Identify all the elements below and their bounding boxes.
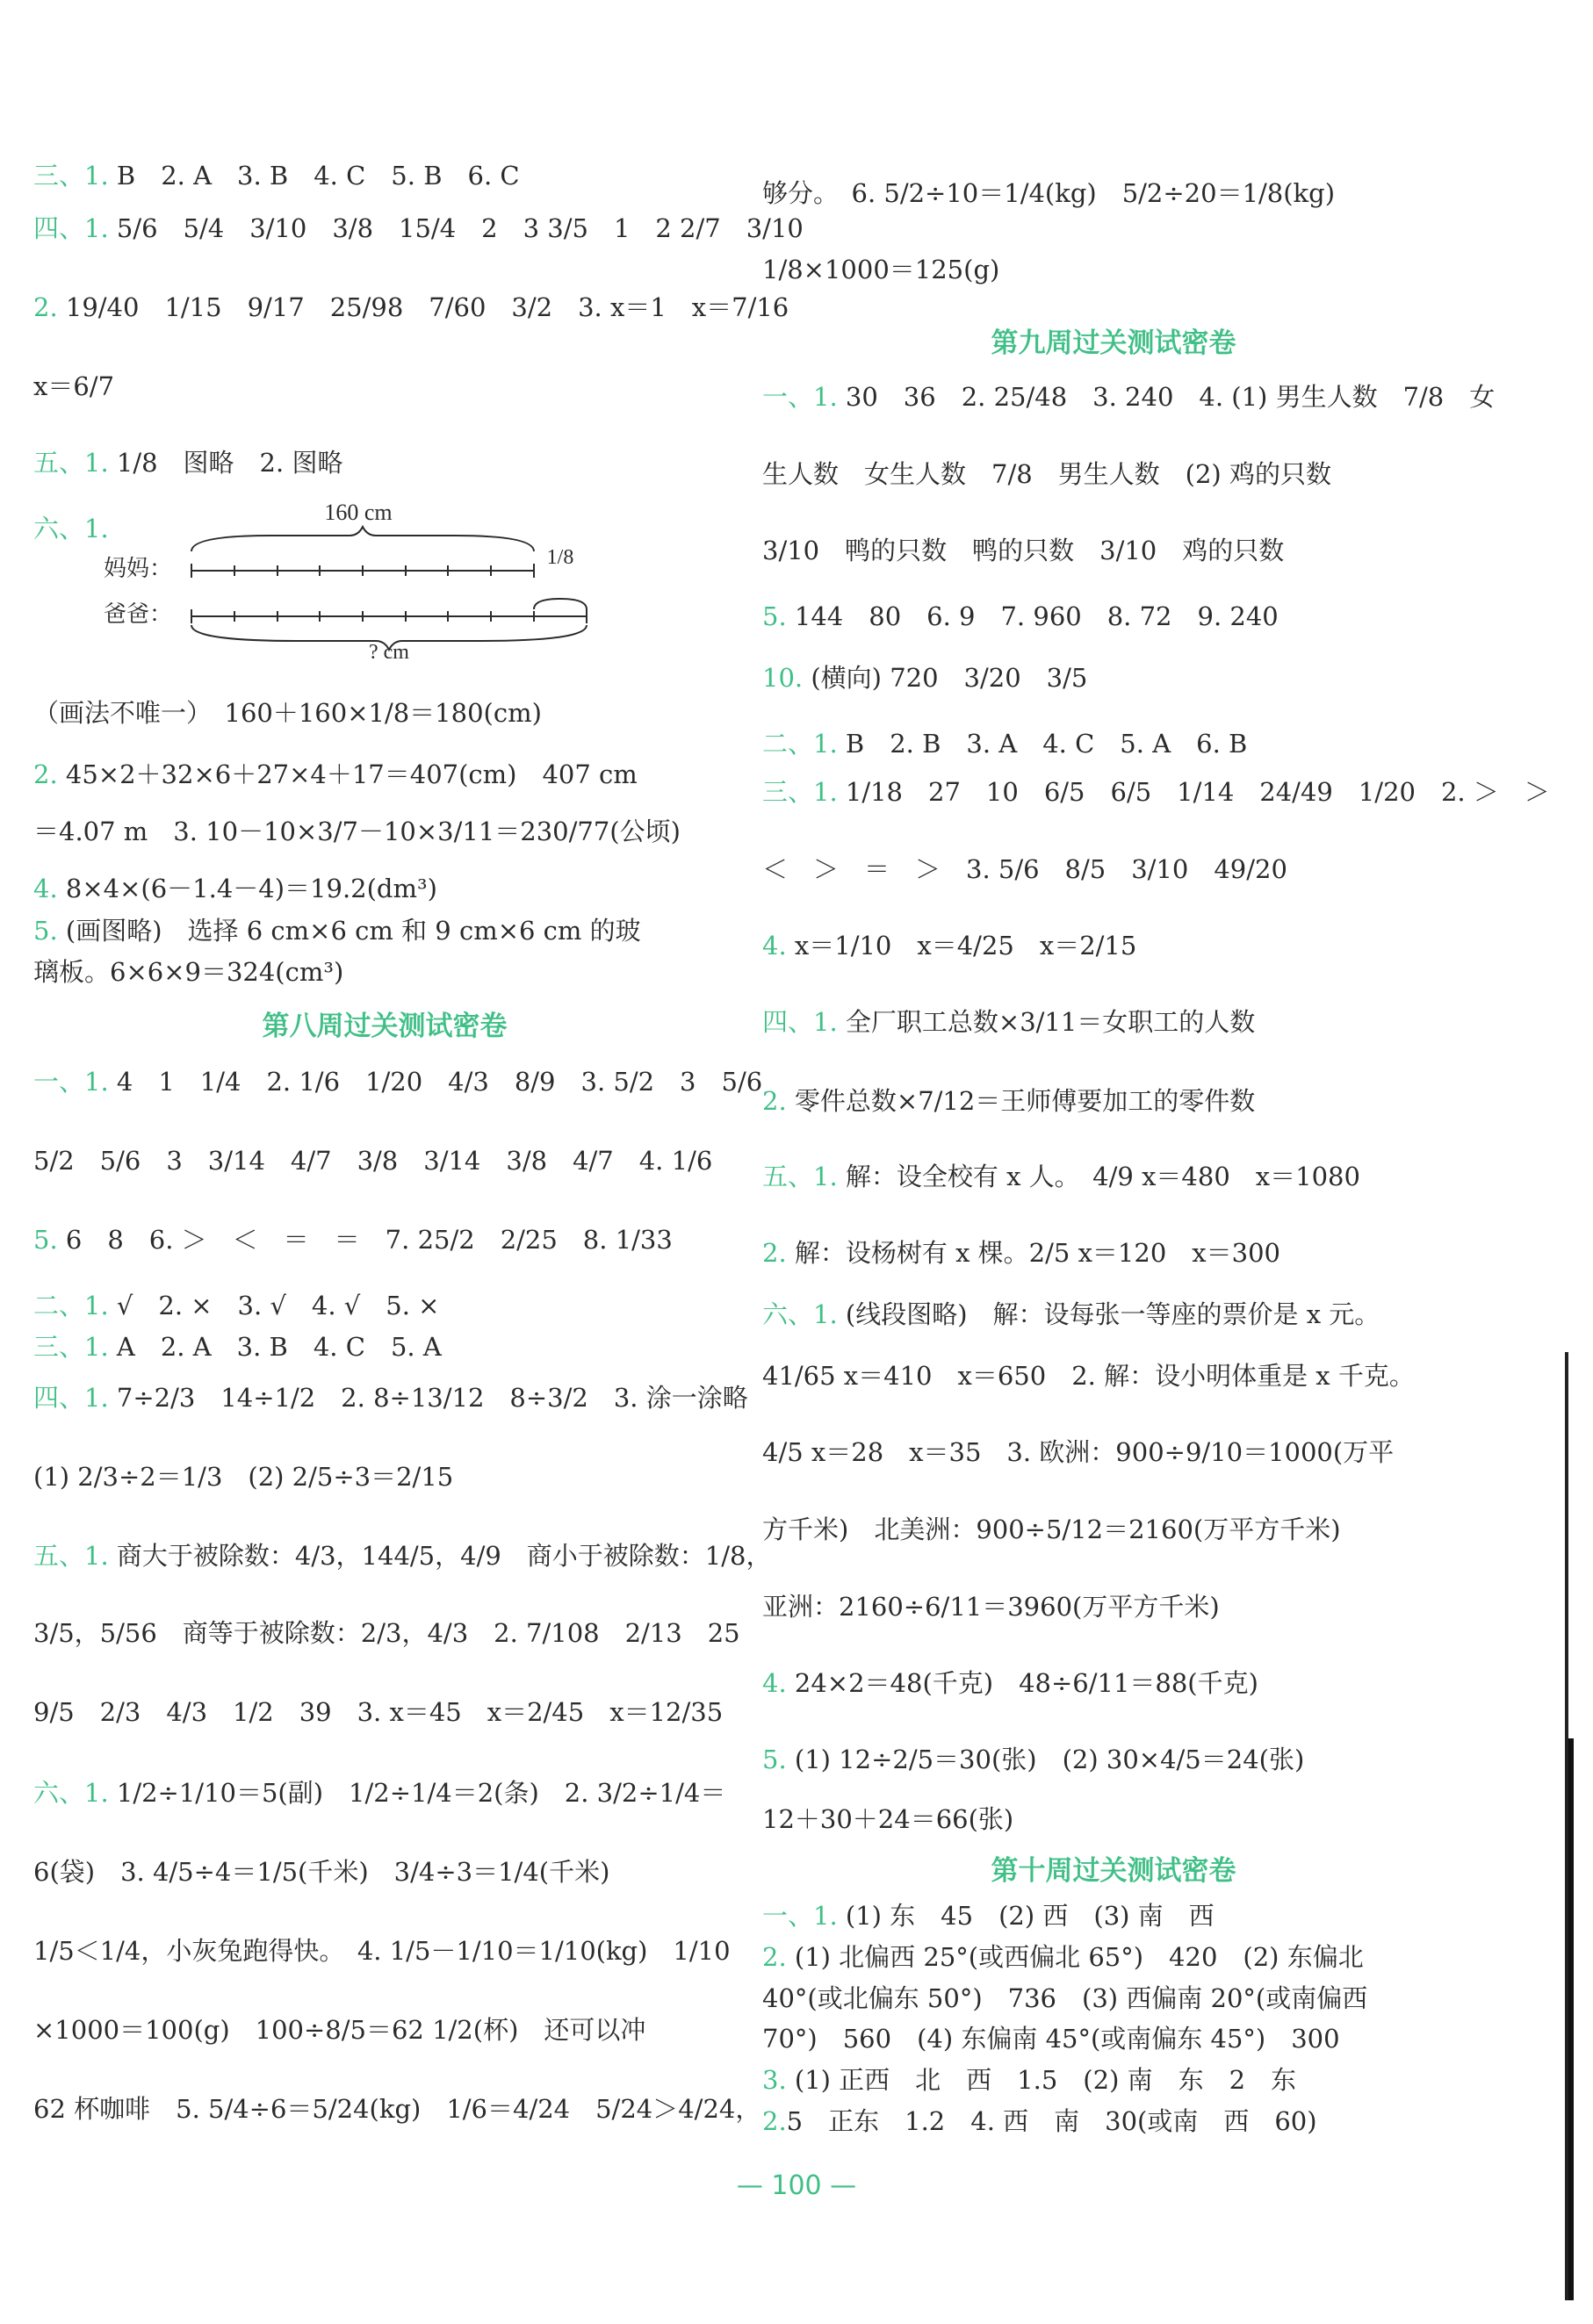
fraction-label: 1/8 xyxy=(546,546,574,569)
answer-line: 41/65 x＝410 x＝650 2. 解：设小明体重是 x 千克。 xyxy=(762,1361,1415,1391)
item-number: 三、1. xyxy=(762,777,838,807)
answer-line: 四、1. 5/6 5/4 3/10 3/8 15/4 2 3 3/5 1 2 2/7 3/10 xyxy=(33,213,804,243)
item-number: 一、1. xyxy=(762,1901,838,1931)
answer-line: 2. 解：设杨树有 x 棵。2/5 x＝120 x＝300 xyxy=(762,1238,1280,1268)
answer-line: 六、1. (线段图略) 解：设每张一等座的票价是 x 元。 xyxy=(762,1299,1380,1329)
item-number: 一、1. xyxy=(762,382,838,412)
answer-line: 五、1. 1/8 图略 2. 图略 xyxy=(33,448,343,478)
item-number: 4. xyxy=(33,874,58,903)
item-number: 四、1. xyxy=(33,213,109,243)
item-number: 2. xyxy=(33,292,58,322)
answer-line: 2.5 正东 1.2 4. 西 南 30(或南 西 60) xyxy=(762,2106,1317,2136)
answer-line: x＝6/7 xyxy=(33,371,115,401)
answer-line: 三、1. 1/18 27 10 6/5 6/5 1/14 24/49 1/20 2. ＞ ＞ xyxy=(762,777,1550,807)
answer-line: 五、1. 解：设全校有 x 人。 4/9 x＝480 x＝1080 xyxy=(762,1162,1360,1191)
item-number: 2. xyxy=(762,1942,787,1972)
top-length-label: 160 cm xyxy=(324,500,393,525)
answer-line: 9/5 2/3 4/3 1/2 39 3. x＝45 x＝2/45 x＝12/35 xyxy=(33,1697,724,1727)
page-number: — 100 — xyxy=(736,2170,857,2201)
item-number: 四、1. xyxy=(33,1383,109,1413)
answer-line: 璃板。6×6×9＝324(cm³) xyxy=(33,957,344,987)
answer-line: 六、1. 1/2÷1/10＝5(副) 1/2÷1/4＝2(条) 2. 3/2÷1/4＝ xyxy=(33,1778,726,1808)
dad-label: 爸爸： xyxy=(104,601,173,627)
answer-line: 一、1. (1) 东 45 (2) 西 (3) 南 西 xyxy=(762,1901,1215,1931)
answer-line: 三、1. B 2. A 3. B 4. C 5. B 6. C xyxy=(33,161,520,191)
item-number: 5. xyxy=(33,1225,58,1255)
answer-line: 3. (1) 正西 北 西 1.5 (2) 南 东 2 东 xyxy=(762,2065,1297,2095)
answer-line: 4. 8×4×(6－1.4－4)＝19.2(dm³) xyxy=(33,874,437,903)
answer-line: 1/8×1000＝125(g) xyxy=(762,255,1000,284)
item-number: 四、1. xyxy=(762,1007,838,1037)
item-number: 五、1. xyxy=(33,448,109,478)
item-number: 4. xyxy=(762,1668,787,1698)
answer-line: 生人数 女生人数 7/8 男生人数 (2) 鸡的只数 xyxy=(762,459,1331,489)
answer-line: 4. x＝1/10 x＝4/25 x＝2/15 xyxy=(762,931,1137,961)
item-number: 3. xyxy=(762,2065,787,2095)
bottom-length-label: ? cm xyxy=(369,641,409,658)
scan-edge xyxy=(1568,1738,1574,2300)
answer-line: 亚洲：2160÷6/11＝3960(万平方千米) xyxy=(762,1592,1220,1622)
answer-line: （画法不唯一） 160＋160×1/8＝180(cm) xyxy=(33,698,542,728)
answer-line: 10. (横向) 720 3/20 3/5 xyxy=(762,663,1088,693)
answer-line: 四、1. 7÷2/3 14÷1/2 2. 8÷13/12 8÷3/2 3. 涂一涂略 xyxy=(33,1383,748,1413)
answer-line: 2. 45×2＋32×6＋27×4＋17＝407(cm) 407 cm xyxy=(33,759,638,789)
item-number: 五、1. xyxy=(33,1541,109,1571)
answer-line: 五、1. 商大于被除数：4/3，144/5，4/9 商小于被除数：1/8， xyxy=(33,1541,772,1571)
answer-line: 4/5 x＝28 x＝35 3. 欧洲：900÷9/10＝1000(万平 xyxy=(762,1437,1395,1467)
answer-line: 5. 144 80 6. 9 7. 960 8. 72 9. 240 xyxy=(762,601,1279,631)
item-number: 2. xyxy=(762,2106,787,2136)
answer-line: ×1000＝100(g) 100÷8/5＝62 1/2(杯) 还可以冲 xyxy=(33,2015,646,2045)
answer-line: 1/5＜1/4，小灰兔跑得快。 4. 1/5－1/10＝1/10(kg) 1/10 xyxy=(33,1936,731,1966)
item-number: 二、1. xyxy=(33,1291,109,1320)
item-number: 六、1. xyxy=(33,1778,109,1808)
item-number: 10. xyxy=(762,663,804,693)
mom-label: 妈妈： xyxy=(104,556,173,581)
answer-line: 62 杯咖啡 5. 5/4÷6＝5/24(kg) 1/6＝4/24 5/24＞4/24， xyxy=(33,2094,761,2124)
item-number: 5. xyxy=(762,601,787,631)
answer-line: ＝4.07 m 3. 10－10×3/7－10×3/11＝230/77(公顷) xyxy=(33,817,681,846)
answer-line: (1) 2/3÷2＝1/3 (2) 2/5÷3＝2/15 xyxy=(33,1462,454,1492)
item-number: 5. xyxy=(762,1745,787,1774)
answer-line: 二、1. √ 2. × 3. √ 4. √ 5. × xyxy=(33,1291,440,1320)
answer-line: 70°) 560 (4) 东偏南 45°(或南偏东 45°) 300 xyxy=(762,2024,1340,2054)
answer-line: 3/5，5/56 商等于被除数：2/3，4/3 2. 7/108 2/13 25 xyxy=(33,1618,740,1648)
item-number: 2. xyxy=(762,1238,787,1268)
answer-line: 一、1. 30 36 2. 25/48 3. 240 4. (1) 男生人数 7/8 女 xyxy=(762,382,1496,412)
answer-line: ＜ ＞ ＝ ＞ 3. 5/6 8/5 3/10 49/20 xyxy=(762,854,1287,884)
answer-line: 5/2 5/6 3 3/14 4/7 3/8 3/14 3/8 4/7 4. 1/6 xyxy=(33,1146,713,1176)
answer-line: 5. 6 8 6. ＞ ＜ ＝ ＝ 7. 25/2 2/25 8. 1/33 xyxy=(33,1225,673,1255)
answer-line: 2. (1) 北偏西 25°(或西偏北 65°) 420 (2) 东偏北 xyxy=(762,1942,1364,1972)
item-number: 一、1. xyxy=(33,1067,109,1097)
answer-line: 方千米) 北美洲：900÷5/12＝2160(万平方千米) xyxy=(762,1515,1341,1544)
answer-line: 40°(或北偏东 50°) 736 (3) 西偏南 20°(或南偏西 xyxy=(762,1983,1368,2013)
section-title: 第九周过关测试密卷 xyxy=(991,327,1236,359)
item-number: 二、1. xyxy=(762,729,838,759)
item-number: 三、1. xyxy=(33,1332,109,1362)
answer-line: 三、1. A 2. A 3. B 4. C 5. A xyxy=(33,1332,442,1362)
section-title: 第十周过关测试密卷 xyxy=(991,1855,1236,1887)
item-number: 5. xyxy=(33,916,58,946)
item-number: 2. xyxy=(762,1086,787,1116)
answer-line: 一、1. 4 1 1/4 2. 1/6 1/20 4/3 8/9 3. 5/2 3 5/6 xyxy=(33,1067,763,1097)
answer-line: 四、1. 全厂职工总数×3/11＝女职工的人数 xyxy=(762,1007,1256,1037)
answer-line: 4. 24×2＝48(千克) 48÷6/11＝88(千克) xyxy=(762,1668,1258,1698)
answer-line: 2. 19/40 1/15 9/17 25/98 7/60 3/2 3. x＝1 x＝7/16 xyxy=(33,292,789,322)
answer-line: 六、1. xyxy=(33,514,109,543)
answer-line: 12＋30＋24＝66(张) xyxy=(762,1804,1014,1834)
answer-line: 二、1. B 2. B 3. A 4. C 5. A 6. B xyxy=(762,729,1248,759)
item-number: 4. xyxy=(762,931,787,961)
answer-line: 够分。 6. 5/2÷10＝1/4(kg) 5/2÷20＝1/8(kg) xyxy=(762,178,1336,208)
answer-line: 5. (画图略) 选择 6 cm×6 cm 和 9 cm×6 cm 的玻 xyxy=(33,916,641,946)
answer-line: 6(袋) 3. 4/5÷4＝1/5(千米) 3/4÷3＝1/4(千米) xyxy=(33,1857,610,1887)
answer-line: 5. (1) 12÷2/5＝30(张) (2) 30×4/5＝24(张) xyxy=(762,1745,1305,1774)
item-number: 六、1. xyxy=(762,1299,838,1329)
section-title: 第八周过关测试密卷 xyxy=(262,1011,508,1042)
segment-diagram xyxy=(86,500,648,658)
answer-line: 3/10 鸭的只数 鸭的只数 3/10 鸡的只数 xyxy=(762,536,1285,565)
answer-line: 2. 零件总数×7/12＝王师傅要加工的零件数 xyxy=(762,1086,1256,1116)
item-number: 2. xyxy=(33,759,58,789)
item-number: 五、1. xyxy=(762,1162,838,1191)
item-number: 三、1. xyxy=(33,161,109,191)
